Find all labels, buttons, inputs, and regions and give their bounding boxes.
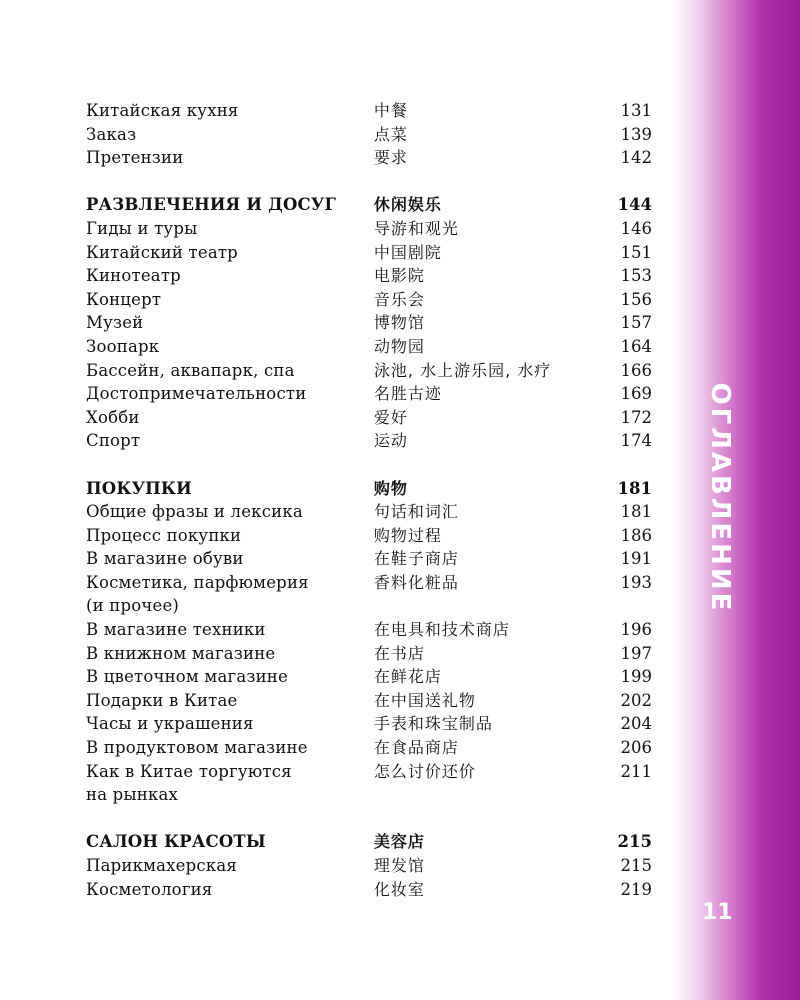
toc-title-ru: (и прочее) [86, 596, 180, 616]
toc-title-cn: 爱好 [373, 407, 408, 427]
toc-title-ru: на рынках [86, 785, 179, 805]
toc-row [86, 123, 666, 147]
toc-page-number: 202 [620, 690, 652, 710]
toc-title-cn: 点菜 [373, 124, 408, 144]
toc-page-number [609, 594, 666, 618]
toc-title-ru: Хобби [86, 407, 140, 427]
toc-row [86, 359, 666, 383]
toc-page-number: 156 [620, 289, 652, 309]
toc-title-cn: 在电具和技术商店 [373, 620, 510, 640]
toc-title-cn: 博物馆 [373, 313, 425, 333]
toc-title-cn: 在鲜花店 [373, 667, 442, 687]
toc-page-number: 169 [620, 384, 652, 404]
toc-row [86, 241, 666, 265]
toc-row [86, 99, 666, 123]
toc-title-ru: В магазине обуви [86, 549, 244, 569]
toc-title-cn: 在食品商店 [373, 738, 459, 758]
toc-row [86, 146, 666, 170]
toc-row [86, 854, 666, 878]
toc-row [86, 665, 666, 689]
section-spacer [86, 807, 666, 831]
toc-title-ru: Общие фразы и лексика [86, 502, 303, 522]
toc-row [86, 288, 666, 312]
toc-page-number: 196 [620, 620, 652, 640]
toc-row [86, 689, 666, 713]
toc-title-ru: Косметика, парфюмерия [86, 572, 309, 592]
toc-row [86, 264, 666, 288]
toc-title-ru: В продуктовом магазине [86, 738, 308, 758]
toc-page-number: 204 [620, 714, 652, 734]
toc-title-cn: 导游和观光 [373, 218, 459, 238]
toc-title-cn: 音乐会 [373, 289, 425, 309]
toc-page-number: 199 [620, 667, 652, 687]
toc-title-ru: Достопримечательности [86, 384, 307, 404]
toc-title-ru: Процесс покупки [86, 525, 242, 545]
toc-title-cn: 休闲娱乐 [373, 195, 442, 215]
toc-title-ru: Спорт [86, 431, 141, 451]
toc-row [86, 429, 666, 453]
toc-title-ru: САЛОН КРАСОТЫ [86, 832, 266, 852]
toc-row-continuation [86, 783, 666, 807]
toc-page-number: 206 [620, 738, 652, 758]
section-title: ОГЛАВЛЕНИЕ [705, 382, 735, 614]
toc-title-ru: Китайская кухня [86, 101, 239, 120]
toc-title-cn [374, 594, 609, 618]
toc-title-cn: 手表和珠宝制品 [373, 714, 493, 734]
toc-row [86, 547, 666, 571]
toc-title-ru: В цветочном магазине [86, 667, 288, 687]
toc-page-number: 197 [620, 643, 652, 663]
section-sidebar [674, 0, 800, 1000]
toc-page-number: 144 [617, 195, 652, 215]
section-spacer [86, 170, 666, 194]
toc-row [86, 736, 666, 760]
toc-title-cn: 泳池, 水上游乐园, 水疗 [373, 360, 552, 380]
toc-title-ru: Гиды и туры [86, 218, 198, 238]
toc-title-ru: Парикмахерская [86, 856, 238, 875]
toc-row [86, 382, 666, 406]
toc-title-ru: РАЗВЛЕЧЕНИЯ И ДОСУГ [86, 195, 337, 215]
toc-page-number: 215 [620, 856, 652, 875]
toc-page-number: 146 [620, 218, 652, 238]
toc-section-heading [86, 477, 666, 501]
toc-title-ru: Заказ [86, 124, 137, 144]
toc-page-number: 153 [620, 266, 652, 286]
toc-page-number: 139 [620, 124, 652, 144]
table-of-contents [86, 99, 666, 901]
toc-page-number: 211 [620, 761, 652, 781]
toc-page-number: 181 [620, 502, 652, 522]
toc-page-number: 215 [617, 832, 652, 852]
toc-row [86, 406, 666, 430]
toc-row [86, 311, 666, 335]
toc-title-cn: 电影院 [373, 266, 425, 286]
toc-page-number: 157 [620, 313, 652, 333]
toc-title-ru: Претензии [86, 148, 184, 168]
toc-title-ru: Бассейн, аквапарк, спа [86, 360, 295, 380]
toc-title-cn: 动物园 [373, 336, 425, 356]
toc-title-cn [374, 783, 609, 807]
toc-page-number: 151 [620, 242, 652, 262]
toc-row [86, 878, 666, 902]
toc-page-number: 174 [620, 431, 652, 451]
toc-title-cn: 在鞋子商店 [373, 549, 459, 569]
toc-page-number: 166 [620, 360, 652, 380]
toc-title-cn: 怎么讨价还价 [373, 761, 476, 781]
toc-title-ru: Подарки в Китае [86, 690, 238, 710]
toc-page-number: 142 [620, 148, 652, 168]
toc-row [86, 217, 666, 241]
toc-title-cn: 理发馆 [373, 856, 425, 875]
toc-title-cn: 香料化粧品 [373, 572, 459, 592]
toc-title-cn: 在中国送礼物 [373, 690, 476, 710]
toc-title-cn: 句话和词汇 [373, 502, 459, 522]
toc-title-cn: 要求 [373, 148, 408, 168]
toc-page-number: 181 [617, 478, 652, 498]
toc-title-ru: Музей [86, 313, 144, 333]
toc-title-ru: Кинотеатр [86, 266, 181, 286]
toc-title-ru: В книжном магазине [86, 643, 276, 663]
toc-title-cn: 美容店 [373, 832, 425, 852]
toc-row [86, 618, 666, 642]
toc-page-number: 172 [620, 407, 652, 427]
toc-row [86, 524, 666, 548]
toc-title-ru: Косметология [86, 879, 213, 899]
toc-page-number: 219 [620, 879, 652, 899]
toc-title-ru: Китайский театр [86, 242, 238, 262]
toc-page-number [609, 783, 666, 807]
toc-title-ru: Концерт [86, 289, 162, 309]
toc-title-cn: 运动 [373, 431, 408, 451]
toc-title-ru: ПОКУПКИ [86, 478, 192, 498]
toc-section-heading [86, 193, 666, 217]
toc-row-continuation [86, 594, 666, 618]
toc-title-cn: 名胜古迹 [373, 384, 442, 404]
section-spacer [86, 453, 666, 477]
toc-title-ru: Часы и украшения [86, 714, 254, 734]
toc-page-number: 191 [620, 549, 652, 569]
toc-title-ru: Зоопарк [86, 336, 160, 356]
toc-title-cn: 购物 [373, 478, 408, 498]
toc-page-number: 131 [620, 101, 652, 120]
toc-page-number: 186 [620, 525, 652, 545]
toc-title-ru: В магазине техники [86, 620, 266, 640]
toc-title-cn: 购物过程 [373, 525, 442, 545]
toc-title-ru: Как в Китае торгуются [86, 761, 292, 781]
page-number: 11 [702, 900, 733, 925]
toc-title-cn: 在书店 [373, 643, 425, 663]
toc-row [86, 642, 666, 666]
toc-title-cn: 中餐 [373, 101, 408, 120]
toc-title-cn: 化妆室 [373, 879, 425, 899]
toc-title-cn: 中国剧院 [373, 242, 442, 262]
toc-section-heading [86, 830, 666, 854]
toc-row [86, 712, 666, 736]
toc-row [86, 571, 666, 595]
toc-row [86, 760, 666, 784]
toc-row [86, 500, 666, 524]
toc-row [86, 335, 666, 359]
toc-page-number: 193 [620, 572, 652, 592]
toc-page-number: 164 [620, 336, 652, 356]
